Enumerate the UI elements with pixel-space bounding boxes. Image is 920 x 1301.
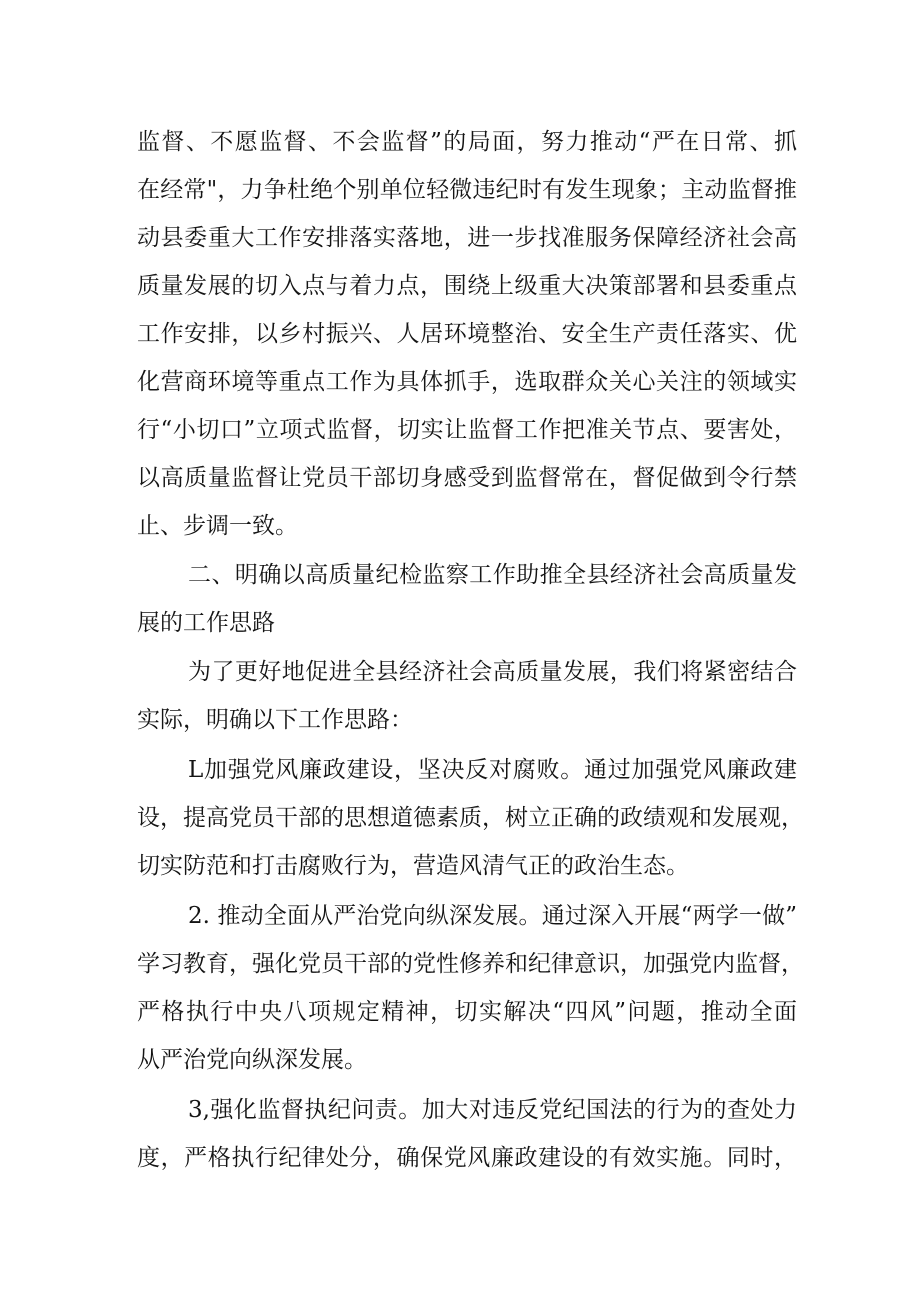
list-item-line: 学习教育，强化党员干部的党性修养和纪律意识，加强党内监督， (137, 951, 804, 977)
paragraph-line: 动县委重大工作安排落实落地，进一步找准服务保障经济社会高 (137, 225, 797, 251)
paragraph-line: 工作安排，以乡村振兴、人居环境整治、安全生产责任落实、优 (137, 321, 797, 347)
paragraph-line: 实际，明确以下工作思路： (137, 707, 413, 733)
paragraph-line: 化营商环境等重点工作为具体抓手，选取群众关心关注的领域实 (137, 369, 797, 395)
paragraph-line: 以高质量监督让党员干部切身感受到监督常在，督促做到令行禁 (137, 465, 797, 491)
paragraph-line: 监督、不愿监督、不会监督”的局面，努力推动“严在日常、抓 (137, 129, 797, 155)
list-item-line: 2. 推动全面从严治党向纵深发展。通过深入开展“两学一做” (188, 903, 797, 929)
paragraph-line: 在经常"，力争杜绝个别单位轻微违纪时有发生现象；主动监督推 (137, 177, 797, 203)
list-item-line: 严格执行中央八项规定精神，切实解决“四风”问题，推动全面 (137, 999, 797, 1025)
paragraph-line: 质量发展的切入点与着力点，围绕上级重大决策部署和县委重点 (137, 273, 797, 299)
section-heading-line: 二、明确以高质量纪检监察工作助推全县经济社会高质量发 (188, 562, 797, 588)
list-item-line: 3,强化监督执纪问责。加大对违反党纪国法的行为的查处力 (188, 1097, 797, 1123)
list-item-line: 切实防范和打击腐败行为，营造风清气正的政治生态。 (137, 853, 689, 879)
paragraph-line: 为了更好地促进全县经济社会高质量发展，我们将紧密结合 (188, 659, 797, 685)
list-item-line: 从严治党向纵深发展。 (137, 1047, 367, 1073)
paragraph-line: 行“小切口”立项式监督，切实让监督工作把准关节点、要害处， (137, 417, 797, 443)
paragraph-line: 止、步调一致。 (137, 513, 298, 539)
list-item-line: 度，严格执行纪律处分，确保党风廉政建设的有效实施。同时， (137, 1145, 797, 1171)
list-item-line: L加强党风廉政建设，坚决反对腐败。通过加强党风廉政建 (188, 757, 797, 783)
section-heading-line: 展的工作思路 (137, 610, 275, 636)
list-item-line: 设，提高党员干部的思想道德素质，树立正确的政绩观和发展观， (137, 805, 804, 831)
